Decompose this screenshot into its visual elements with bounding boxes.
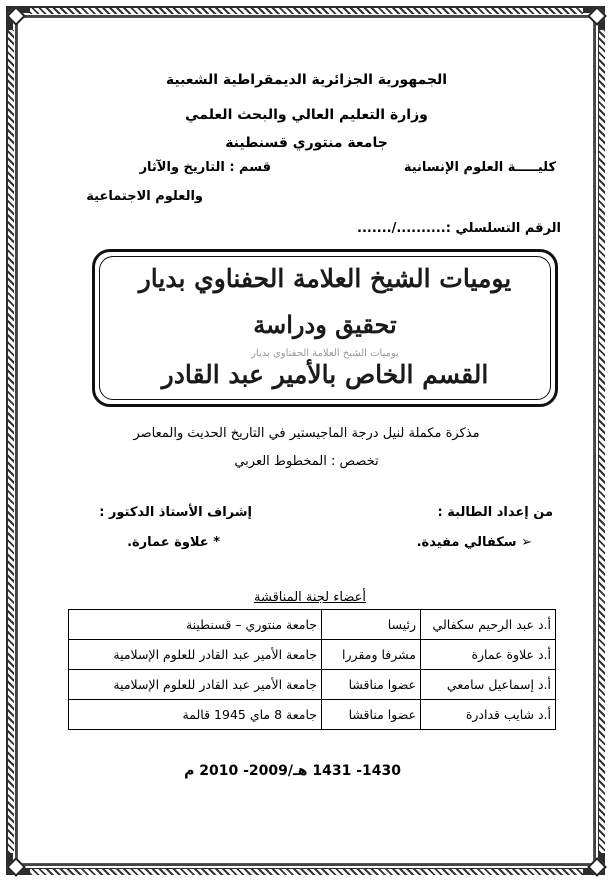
border-pattern-bottom [30,869,583,875]
jury-member-role: عضوا مناقشا [322,700,421,730]
border-pattern-left [8,30,14,853]
title-line-3: القسم الخاص بالأمير عبد القادر [161,360,489,389]
title-ghost-text: يوميات الشيخ العلامة الحفناوي بديار [251,348,399,359]
jury-member-institution: جامعة الأمير عبد القادر للعلوم الإسلامية [69,640,322,670]
thesis-description: مذكرة مكملة لنيل درجة الماجيستير في التاريخ الحديث والمعاصر [133,426,480,441]
academic-year: 1430- 1431 هـ/2009- 2010 م [184,763,401,779]
table-row [69,670,556,700]
faculty-label: كليـــــة العلوم الإنسانية [403,160,556,175]
jury-member-role: رئيسا [322,610,421,640]
supervisor-name: * علاوة عمارة. [127,535,220,550]
table-row [69,640,556,670]
jury-member-role: مشرفا ومقررا [322,640,421,670]
jury-member-institution: جامعة منتوري – قسنطينة [69,610,322,640]
department-line1: قسم : التاريخ والآثار [139,160,271,175]
title-line-1: يوميات الشيخ العلامة الحفناوي بديار [138,264,512,293]
specialty: تخصص : المخطوط العربي [234,454,379,469]
table-row [69,610,556,640]
jury-member-institution: جامعة الأمير عبد القادر للعلوم الإسلامية [69,670,322,700]
title-box [92,249,558,407]
student-name: ➢ سكفالي مفيدة. [416,535,532,550]
jury-member-name: أ.د إسماعيل سامعي [421,670,556,700]
ministry-heading: وزارة التعليم العالي والبحث العلمي [185,107,428,123]
jury-table [68,609,556,730]
border-pattern-top [30,8,583,14]
jury-member-name: أ.د عبد الرحيم سكفالي [421,610,556,640]
border-pattern-right [599,30,605,853]
serial-number: الرقم التسلسلي :........../....... [357,221,561,236]
student-label: من إعداد الطالبة : [437,505,553,520]
jury-member-role: عضوا مناقشا [322,670,421,700]
supervisor-label: إشراف الأستاذ الدكتور : [99,505,252,520]
jury-heading: أعضاء لجنة المناقشة [254,590,366,605]
jury-member-name: أ.د شايب قدادرة [421,700,556,730]
department-line2: والعلوم الاجتماعية [86,189,203,204]
table-row [69,700,556,730]
republic-heading: الجمهورية الجزائرية الديمقراطية الشعبية [165,72,448,88]
title-line-2: تحقيق ودراسة [253,310,397,339]
jury-member-institution: جامعة 8 ماي 1945 قالمة [69,700,322,730]
university-heading: جامعة منتوري قسنطينة [225,135,388,151]
jury-member-name: أ.د علاوة عمارة [421,640,556,670]
